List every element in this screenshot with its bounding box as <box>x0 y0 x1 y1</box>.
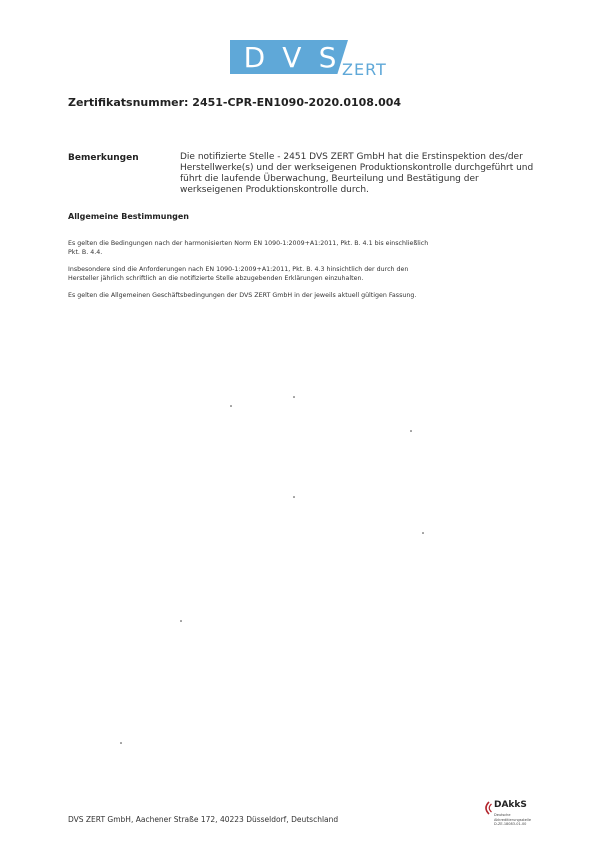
provision-paragraph-2 <box>68 265 488 283</box>
provision-line: Insbesondere sind die Anforderungen nach EN 1090-1:2009+A1:2011, Pkt. B. 4.3 hinsichtlich der durch den <box>68 266 409 273</box>
dakks-sub-line: Deutsche <box>494 813 511 817</box>
scan-speck <box>230 405 232 407</box>
provision-line: Es gelten die Bedingungen nach der harmonisierten Norm EN 1090-1:2009+A1:2011, Pkt. B. 4.1 bis einschließlich <box>68 240 429 247</box>
logo-subtext: ZERT <box>342 60 387 79</box>
dakks-name: DAkkS <box>494 800 527 810</box>
scan-speck <box>120 742 122 744</box>
remarks-line: Herstellwerke(s) und der werkseigenen Produktionskontrolle durchgeführt und <box>180 163 534 173</box>
scan-speck <box>180 620 182 622</box>
remarks-line: Die notifizierte Stelle - 2451 DVS ZERT GmbH hat die Erstinspektion des/der <box>180 152 523 162</box>
footer-address: DVS ZERT GmbH, Aachener Straße 172, 40223 Düsseldorf, Deutschland <box>68 815 339 824</box>
remarks-text <box>180 152 580 196</box>
dakks-sub-line: Akkreditierungsstelle <box>494 817 532 822</box>
remarks-label: Bemerkungen <box>68 153 139 163</box>
remarks-line: führt die laufende Überwachung, Beurteilung und Bestätigung der <box>180 174 479 184</box>
scan-speck <box>293 396 295 398</box>
dakks-logo-icon <box>482 801 492 815</box>
logo-letters <box>236 40 346 74</box>
remarks-line: werkseigenen Produktionskontrolle durch. <box>180 185 369 195</box>
scan-speck <box>422 532 424 534</box>
certificate-number: Zertifikatsnummer: 2451-CPR-EN1090-2020.0108.004 <box>68 96 402 109</box>
dakks-sub-line: D-ZE-18083-01-00 <box>494 822 527 826</box>
logo-letter-s: S <box>318 40 339 74</box>
dakks-accreditation-mark <box>482 800 572 832</box>
logo-letter-d: D <box>243 40 268 74</box>
provision-paragraph-3 <box>68 291 488 300</box>
scan-speck <box>293 496 295 498</box>
provision-line: Hersteller jährlich schriftlich an die notifizierte Stelle abzugebenden Erklärungen einzuhalten. <box>68 275 364 282</box>
provision-paragraph-1 <box>68 239 488 257</box>
general-provisions-heading: Allgemeine Bestimmungen <box>68 212 189 221</box>
logo-letter-v: V <box>282 40 304 74</box>
dakks-subtext <box>494 813 564 827</box>
provision-line: Pkt. B. 4.4. <box>68 249 103 256</box>
dvs-zert-logo <box>230 40 400 80</box>
provision-line: Es gelten die Allgemeinen Geschäftsbedingungen der DVS ZERT GmbH in der jeweils aktuell gültigen Fassung. <box>68 292 417 299</box>
scan-speck <box>410 430 412 432</box>
